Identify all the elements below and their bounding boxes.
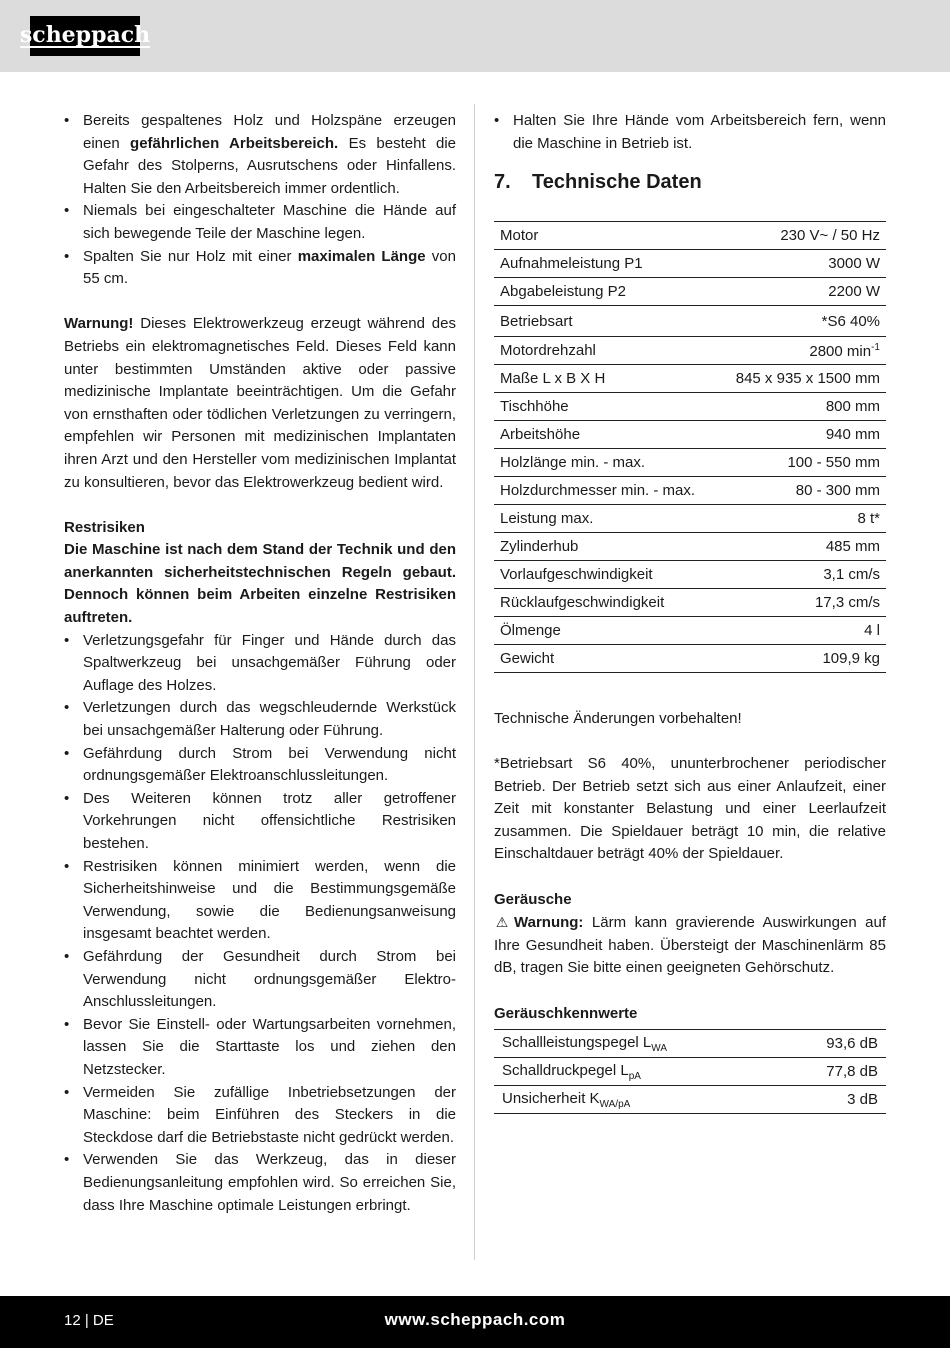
spec-value: 485 mm	[717, 533, 886, 561]
list-item: • Bevor Sie Einstell- oder Wartungsarbeiten vornehmen, lassen Sie die Starttaste los und ziehen den Netzstecker.	[64, 1014, 456, 1082]
technical-data-table	[494, 221, 886, 673]
spec-value: 230 V~ / 50 Hz	[717, 222, 886, 250]
noise-value: 77,8 dB	[779, 1058, 886, 1086]
table-row	[494, 365, 886, 393]
spec-value: 800 mm	[717, 393, 886, 421]
warning-triangle-icon: ⚠	[495, 914, 509, 931]
residual-risks-list	[64, 630, 456, 1217]
spec-value: 3,1 cm/s	[717, 561, 886, 589]
list-item: • Niemals bei eingeschalteter Maschine die Hände auf sich bewegende Teile der Maschine legen.	[64, 200, 456, 245]
noise-title: Geräusche	[494, 890, 572, 908]
table-row	[494, 1030, 886, 1058]
table-row	[494, 645, 886, 673]
list-item: • Bereits gespaltenes Holz und Holzspäne erzeugen einen gefährlichen Arbeitsbereich. Es besteht die Gefahr des Stolperns, Ausrutschens oder Hinfallens. Halten Sie den Arbeitsbereich immer ordentlich.	[64, 110, 456, 200]
website-url: www.scheppach.com	[384, 1310, 566, 1329]
list-item: • Gefährdung durch Strom bei Verwendung nicht ordnungsgemäßer Elektroanschlussleitungen.	[64, 743, 456, 788]
safety-bullets	[64, 110, 456, 291]
noise-value: 3 dB	[779, 1086, 886, 1114]
spec-label: Vorlaufgeschwindigkeit	[494, 561, 717, 589]
spec-value: 80 - 300 mm	[717, 477, 886, 505]
noise-value: 93,6 dB	[779, 1030, 886, 1058]
table-row	[494, 477, 886, 505]
table-row	[494, 393, 886, 421]
section-heading: 7. Technische Daten	[494, 171, 702, 194]
table-row	[494, 449, 886, 477]
list-item: • Spalten Sie nur Holz mit einer maximalen Länge von 55 cm.	[64, 246, 456, 291]
table-row	[494, 505, 886, 533]
table-row	[494, 222, 886, 250]
spec-label: Ölmenge	[494, 617, 717, 645]
right-column	[494, 110, 886, 1114]
spec-value: 845 x 935 x 1500 mm	[717, 365, 886, 393]
spec-label: Holzlänge min. - max.	[494, 449, 717, 477]
spec-label: Rücklaufgeschwindigkeit	[494, 589, 717, 617]
spec-value: 2800 $\min^{-1}$	[717, 337, 886, 365]
table-row	[494, 250, 886, 278]
spec-value: 8 t*	[717, 505, 886, 533]
list-item: • Halten Sie Ihre Hände vom Arbeitsbereich fern, wenn die Maschine in Betrieb ist.	[494, 110, 886, 155]
spec-value: 3000 W	[717, 250, 886, 278]
spec-label: Holzdurchmesser min. - max.	[494, 477, 717, 505]
list-item: • Verletzungen durch das wegschleudernde Werkstück bei unsachgemäßer Halterung oder Führung.	[64, 697, 456, 742]
spec-value: 100 - 550 mm	[717, 449, 886, 477]
column-divider	[474, 104, 475, 1260]
list-item: • Des Weiteren können trotz aller getroffener Vorkehrungen nicht offensichtliche Restrisiken bestehen.	[64, 788, 456, 856]
spec-value: 2200 W	[717, 278, 886, 306]
operation-mode-note: *Betriebsart S6 40%, ununterbrochener periodischer Betrieb. Der Betrieb setzt sich aus einer Anlaufzeit, einer Zeit mit konstanter Belastung und einer Leerlaufzeit zusammen. Die Spieldauer beträgt 10 min, die relative Einschaltdauer beträgt 40% der Spieldauer.	[494, 754, 886, 863]
table-row	[494, 278, 886, 306]
table-row	[494, 533, 886, 561]
spec-label: Betriebsart	[494, 306, 717, 337]
spec-value: *S6 40%	[717, 306, 886, 337]
spec-label: Leistung max.	[494, 505, 717, 533]
noise-label: Schalldruckpegel $L_{pA}$	[494, 1058, 779, 1086]
emf-warning: Warnung! Dieses Elektrowerkzeug erzeugt während des Betriebs ein elektromagnetisches Feld. Dieses Feld kann unter bestimmten Umständen aktive oder passive medizinische Implantate beeinträchtigen. Um die Gefahr von ernsthaften oder tödlichen Verletzungen zu verringern, empfehlen wir Personen mit medizinischen Implantaten ihren Arzt und den Hersteller vom medizinischen Implantat zu konsultieren, bevor das Elektrowerkzeug bedient wird.	[64, 315, 456, 491]
spec-label: Gewicht	[494, 645, 717, 673]
spec-value: 940 mm	[717, 421, 886, 449]
brand-logo: scheppach	[30, 16, 140, 56]
technical-changes-note: Technische Änderungen vorbehalten!	[494, 709, 742, 727]
list-item: • Restrisiken können minimiert werden, wenn die Sicherheitshinweise und die Bestimmungsgemäße Verwendung, sowie die Bedienungsanweisung insgesamt beachtet werden.	[64, 856, 456, 946]
list-item: • Verwenden Sie das Werkzeug, das in dieser Bedienungsanleitung empfohlen wird. So erreichen Sie, dass Ihre Maschine optimale Leistungen erbringt.	[64, 1149, 456, 1217]
table-row	[494, 589, 886, 617]
noise-values-table	[494, 1029, 886, 1114]
spec-value: 17,3 cm/s	[717, 589, 886, 617]
noise-warning: ⚠ Warnung: Lärm kann gravierende Auswirkungen auf Ihre Gesundheit haben. Übersteigt der Maschinenlärm 85 dB, tragen Sie bitte einen geeigneten Gehörschutz.	[494, 911, 886, 980]
table-row	[494, 306, 886, 337]
spec-label: Motor	[494, 222, 717, 250]
hands-bullet-list	[494, 110, 886, 155]
table-row	[494, 1086, 886, 1114]
list-item: • Gefährdung der Gesundheit durch Strom bei Verwendung nicht ordnungsgemäßer Elektro-Anschlussleitungen.	[64, 946, 456, 1014]
table-row	[494, 561, 886, 589]
page-header	[0, 0, 950, 72]
left-column	[64, 110, 456, 1217]
spec-label: Arbeitshöhe	[494, 421, 717, 449]
table-row	[494, 421, 886, 449]
spec-label: Motordrehzahl	[494, 337, 717, 365]
list-item: • Verletzungsgefahr für Finger und Hände durch das Spaltwerkzeug bei unsachgemäßer Führung oder Auflage des Holzes.	[64, 630, 456, 698]
spec-value: 109,9 kg	[717, 645, 886, 673]
spec-value: 4 l	[717, 617, 886, 645]
table-row	[494, 1058, 886, 1086]
noise-label: Unsicherheit $K_{WA/pA}$	[494, 1086, 779, 1114]
noise-label: Schallleistungspegel $L_{WA}$	[494, 1030, 779, 1058]
page-number: 12 | DE	[64, 1312, 114, 1329]
table-row	[494, 337, 886, 365]
spec-label: Aufnahmeleistung P1	[494, 250, 717, 278]
table-row	[494, 617, 886, 645]
page-footer	[0, 1296, 950, 1348]
spec-label: Abgabeleistung P2	[494, 278, 717, 306]
residual-risks-title: Restrisiken	[64, 518, 145, 536]
noise-values-title: Geräuschkennwerte	[494, 1004, 638, 1022]
spec-label: Tischhöhe	[494, 393, 717, 421]
spec-label: Maße L x B X H	[494, 365, 717, 393]
spec-label: Zylinderhub	[494, 533, 717, 561]
list-item: • Vermeiden Sie zufällige Inbetriebsetzungen der Maschine: beim Einführen des Steckers in die Steckdose darf die Betriebstaste nicht gedrückt werden.	[64, 1082, 456, 1150]
residual-risks-intro: Die Maschine ist nach dem Stand der Technik und den anerkannten sicherheitstechnischen Regeln gebaut. Dennoch können beim Arbeiten einzelne Restrisiken auftreten.	[64, 541, 456, 627]
